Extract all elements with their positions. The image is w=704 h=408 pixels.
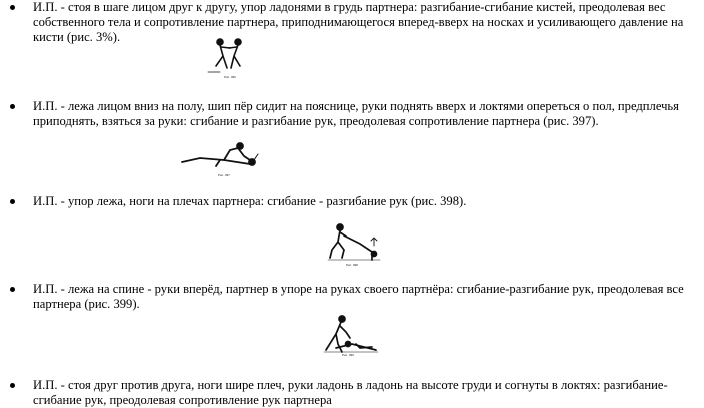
bullet-icon xyxy=(10,383,15,388)
exercise-text: И.П. - лежа на спине - руки вперёд, партнер в упоре на руках своего партнёра: сгибание-разгибание рук, преодолевая все партнера (рис. 399). xyxy=(33,282,684,311)
push-up-legs-on-partner-icon xyxy=(326,222,382,268)
two-figures-standing-palms-push-icon xyxy=(200,36,256,80)
exercise-text: И.П. - стоя друг против друга, ноги шире плеч, руки ладонь в ладонь на высоте груди и согнуты в локтях: разгибание-сгибание рук, преодолевая сопротивление рук партнера xyxy=(33,378,668,407)
bullet-icon xyxy=(10,104,15,109)
bullet-icon xyxy=(10,5,15,10)
bullet-icon xyxy=(10,287,15,292)
exercise-figure-2 xyxy=(180,142,270,178)
exercise-text: И.П. - упор лежа, ноги на плечах партнера: сгибание - разгибание рук (рис. 398). xyxy=(33,194,467,208)
figure-caption: Рис. 399 xyxy=(342,353,354,357)
exercise-figure-3 xyxy=(326,222,382,268)
exercise-text: И.П. - стоя в шаге лицом друг к другу, упор ладонями в грудь партнера: разгибание-сгибание кистей, преодолевая вес собственного тела и сопротивление партнера, приподнимающегося вперед-вверх на носках и усиливающего давление на кисти (рис. 3%). xyxy=(33,0,684,44)
figure-caption: Рис. 397 xyxy=(218,173,230,177)
supine-partner-support-icon xyxy=(316,314,382,358)
bullet-icon xyxy=(10,199,15,204)
exercise-figure-1 xyxy=(200,36,256,80)
figure-caption: Рис. 396 xyxy=(224,75,236,79)
figure-caption: Рис. 398 xyxy=(346,263,358,267)
exercise-figure-4 xyxy=(316,314,382,358)
exercise-text: И.П. - лежа лицом вниз на полу, шип пёр сидит на пояснице, руки поднять вверх и локтями опереться о пол, предплечья приподнять, взяться за руки: сгибание и разгибание рук, преодолевая сопротивление партнера (рис. 397). xyxy=(33,99,679,128)
